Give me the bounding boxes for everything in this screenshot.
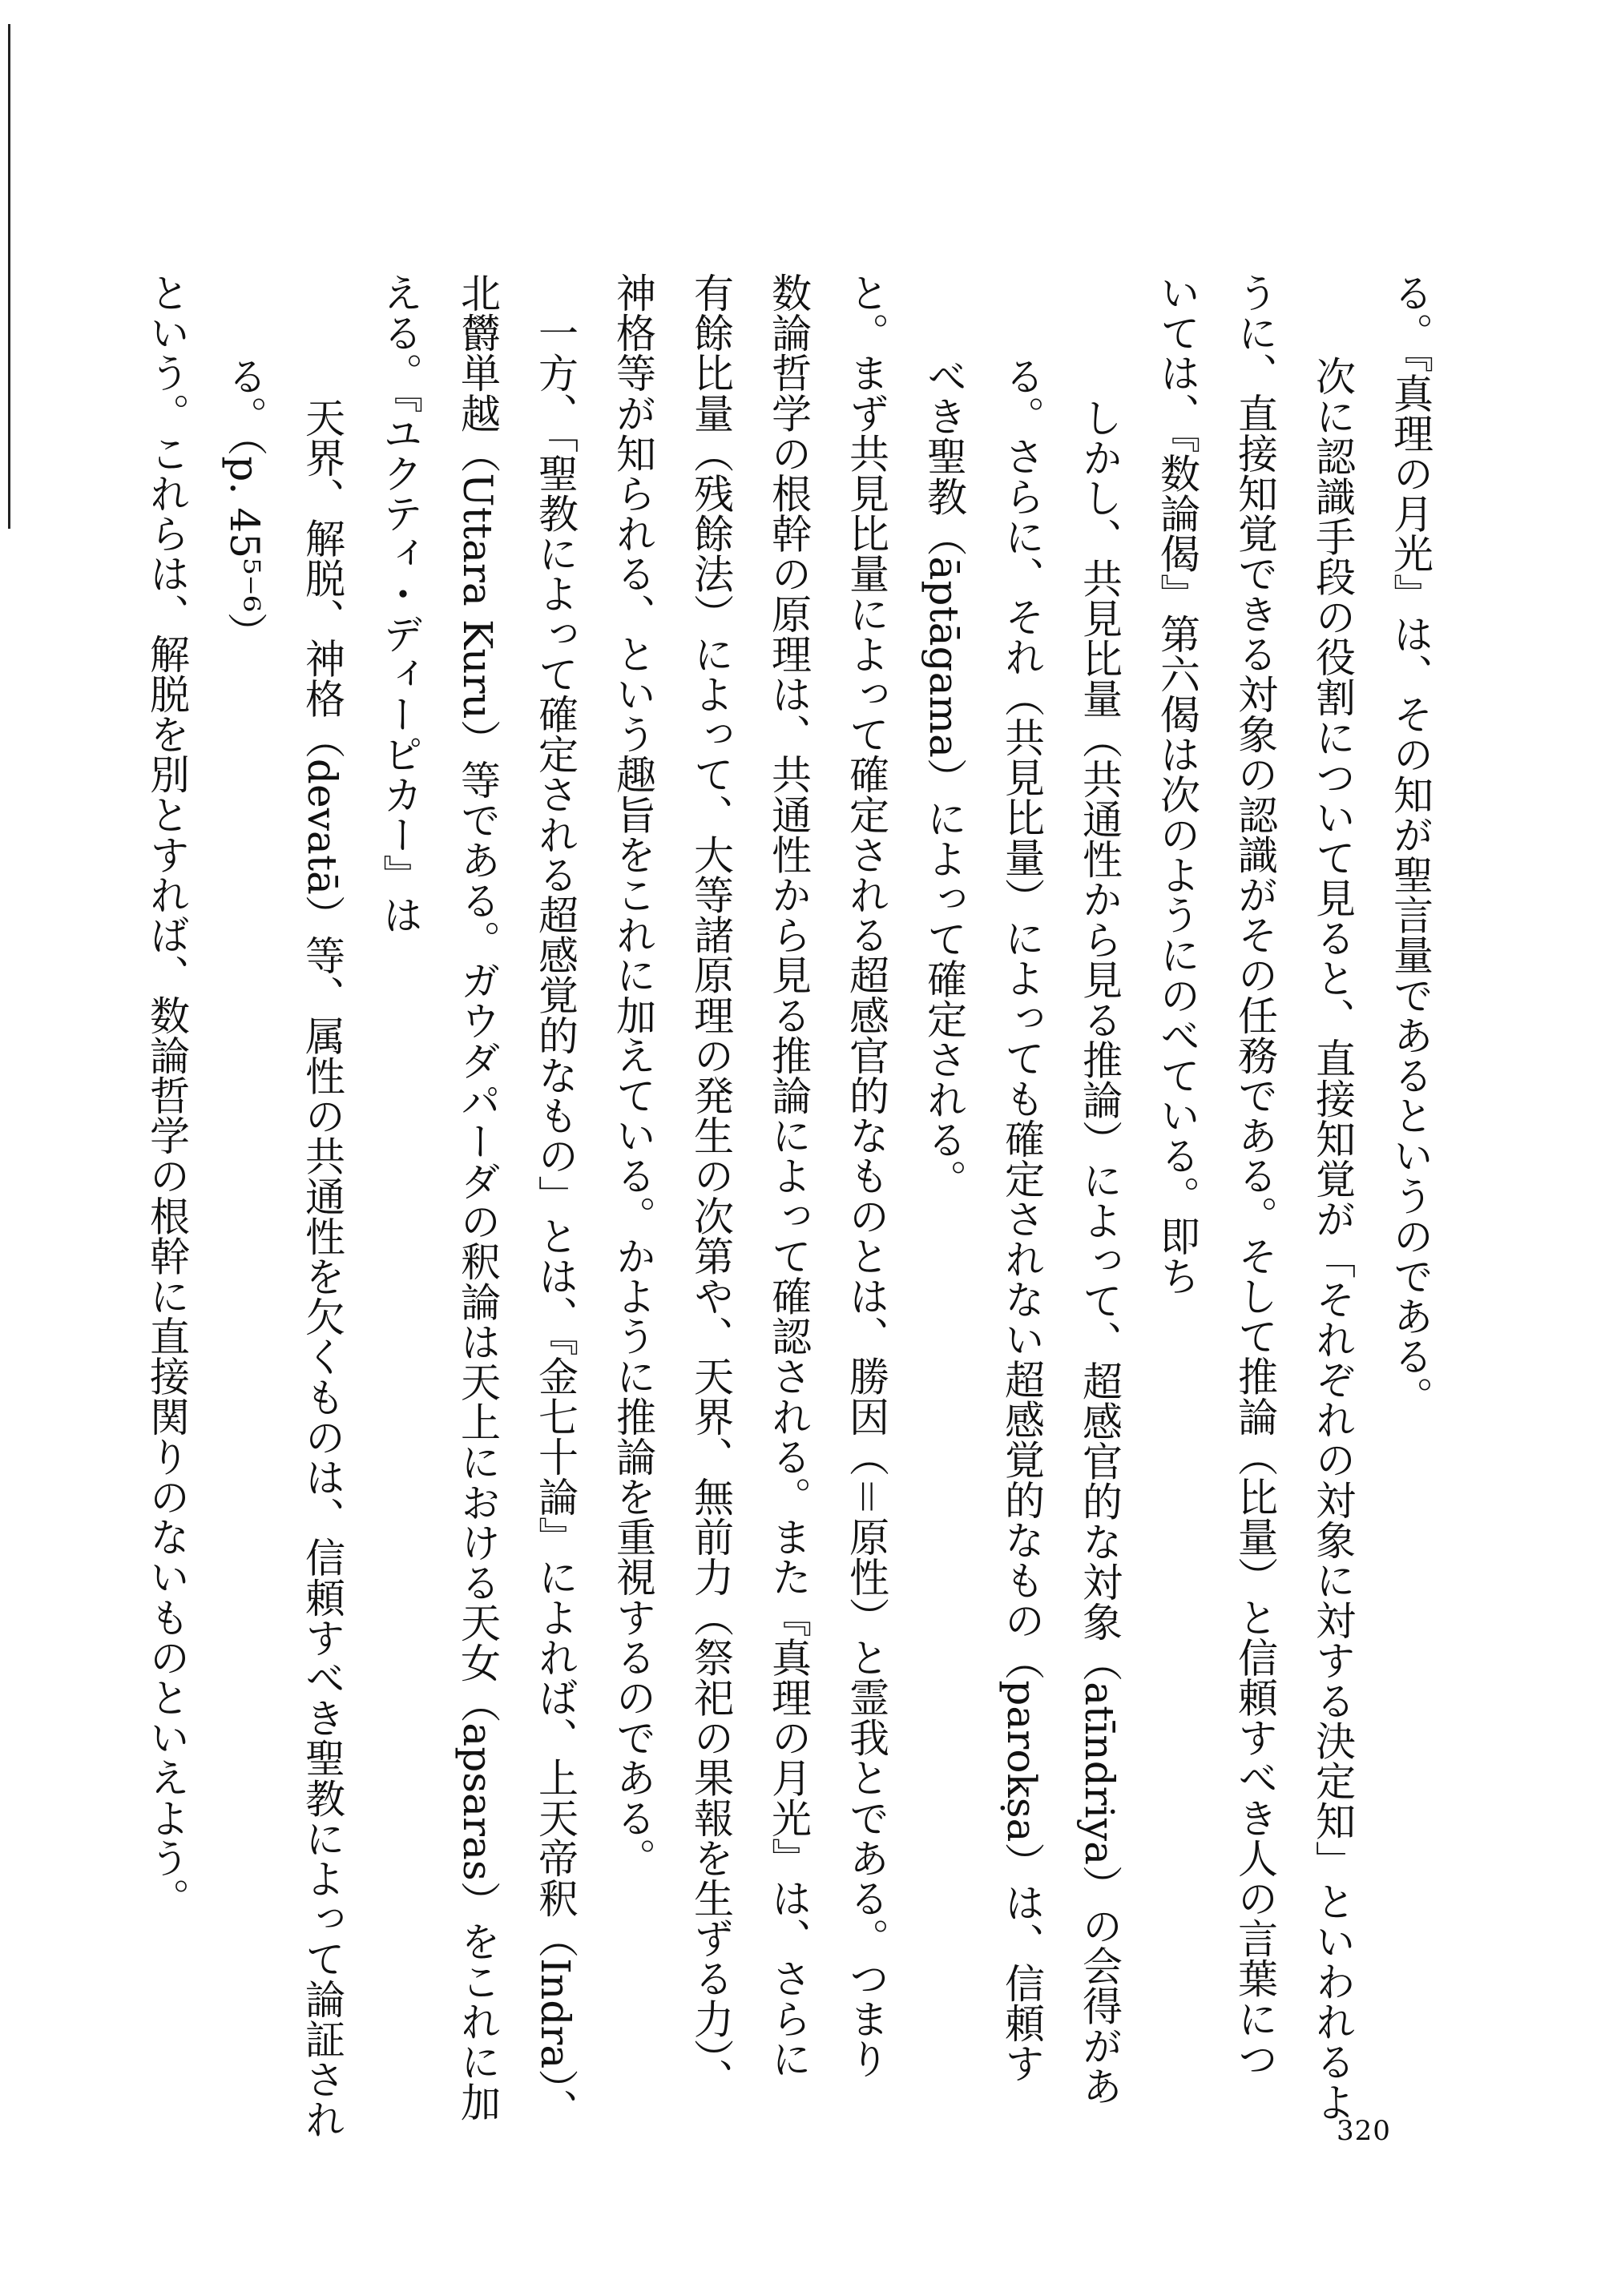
binding-edge-rule — [8, 24, 10, 529]
page-number: 320 — [1337, 2115, 1391, 2147]
text-line: える。『ユクティ・ディーピカー』は — [377, 272, 423, 935]
text-line: 天界、解脱、神格（devatā）等、属性の共通性を欠くものは、信頼すべき聖教によって論証され — [299, 397, 345, 2140]
text-line: うに、直接知覚できる対象の認識がその任務である。そして推論（比量）と信頼すべき人の言葉につ — [1232, 272, 1278, 2079]
text-line: 有餘比量（残餘法）によって、大等諸原理の発生の次第や、天界、無前力（祭祀の果報を生ずる力）、 — [688, 272, 734, 2099]
text-line: 次に認識手段の役割について見ると、直接知覚が「それぞれの対象に対する決定知」といわれるよ — [1309, 356, 1356, 2122]
text-line: しかし、共見比量（共通性から見る推論）によって、超感官的な対象（atīndriya）の会得があ — [1076, 397, 1123, 2106]
text-line: 神格等が知られる、という趣旨をこれに加えている。かように推論を重視するのである。 — [610, 272, 656, 1878]
text-line: る。（p. 45⁵⁻⁶） — [221, 356, 268, 653]
text-line: 北欝単越（Uttara Kuru）等である。ガウダパーダの釈論は天上における天女（apsaras）をこれに加 — [454, 272, 501, 2122]
text-line: 数論哲学の根幹の原理は、共通性から見る推論によって確認される。また『真理の月光』は、さらに — [765, 272, 812, 2079]
text-line: という。これらは、解脱を別とすれば、数論哲学の根幹に直接関りのないものといえよう。 — [143, 272, 190, 1919]
text-line: る。さらに、それ（共見比量）によっても確定されない超感覚的なもの（parokṣa）は、信頼す — [998, 356, 1045, 2084]
text-line: と。まず共見比量によって確定される超感官的なものとは、勝因（＝原性）と霊我とである。つまり — [843, 272, 889, 2079]
text-line: いては、『数論偈』第六偈は次のようにのべている。即ち — [1154, 272, 1200, 1296]
text-line: 一方、「聖教によって確定される超感覚的なもの」とは、『金七十論』によれば、上天帝釈（Indra）、 — [532, 312, 579, 2129]
text-line: べき聖教（āptāgama）によって確定される。 — [921, 356, 967, 1200]
text-line: る。『真理の月光』は、その知が聖言量であるというのである。 — [1387, 272, 1433, 1416]
